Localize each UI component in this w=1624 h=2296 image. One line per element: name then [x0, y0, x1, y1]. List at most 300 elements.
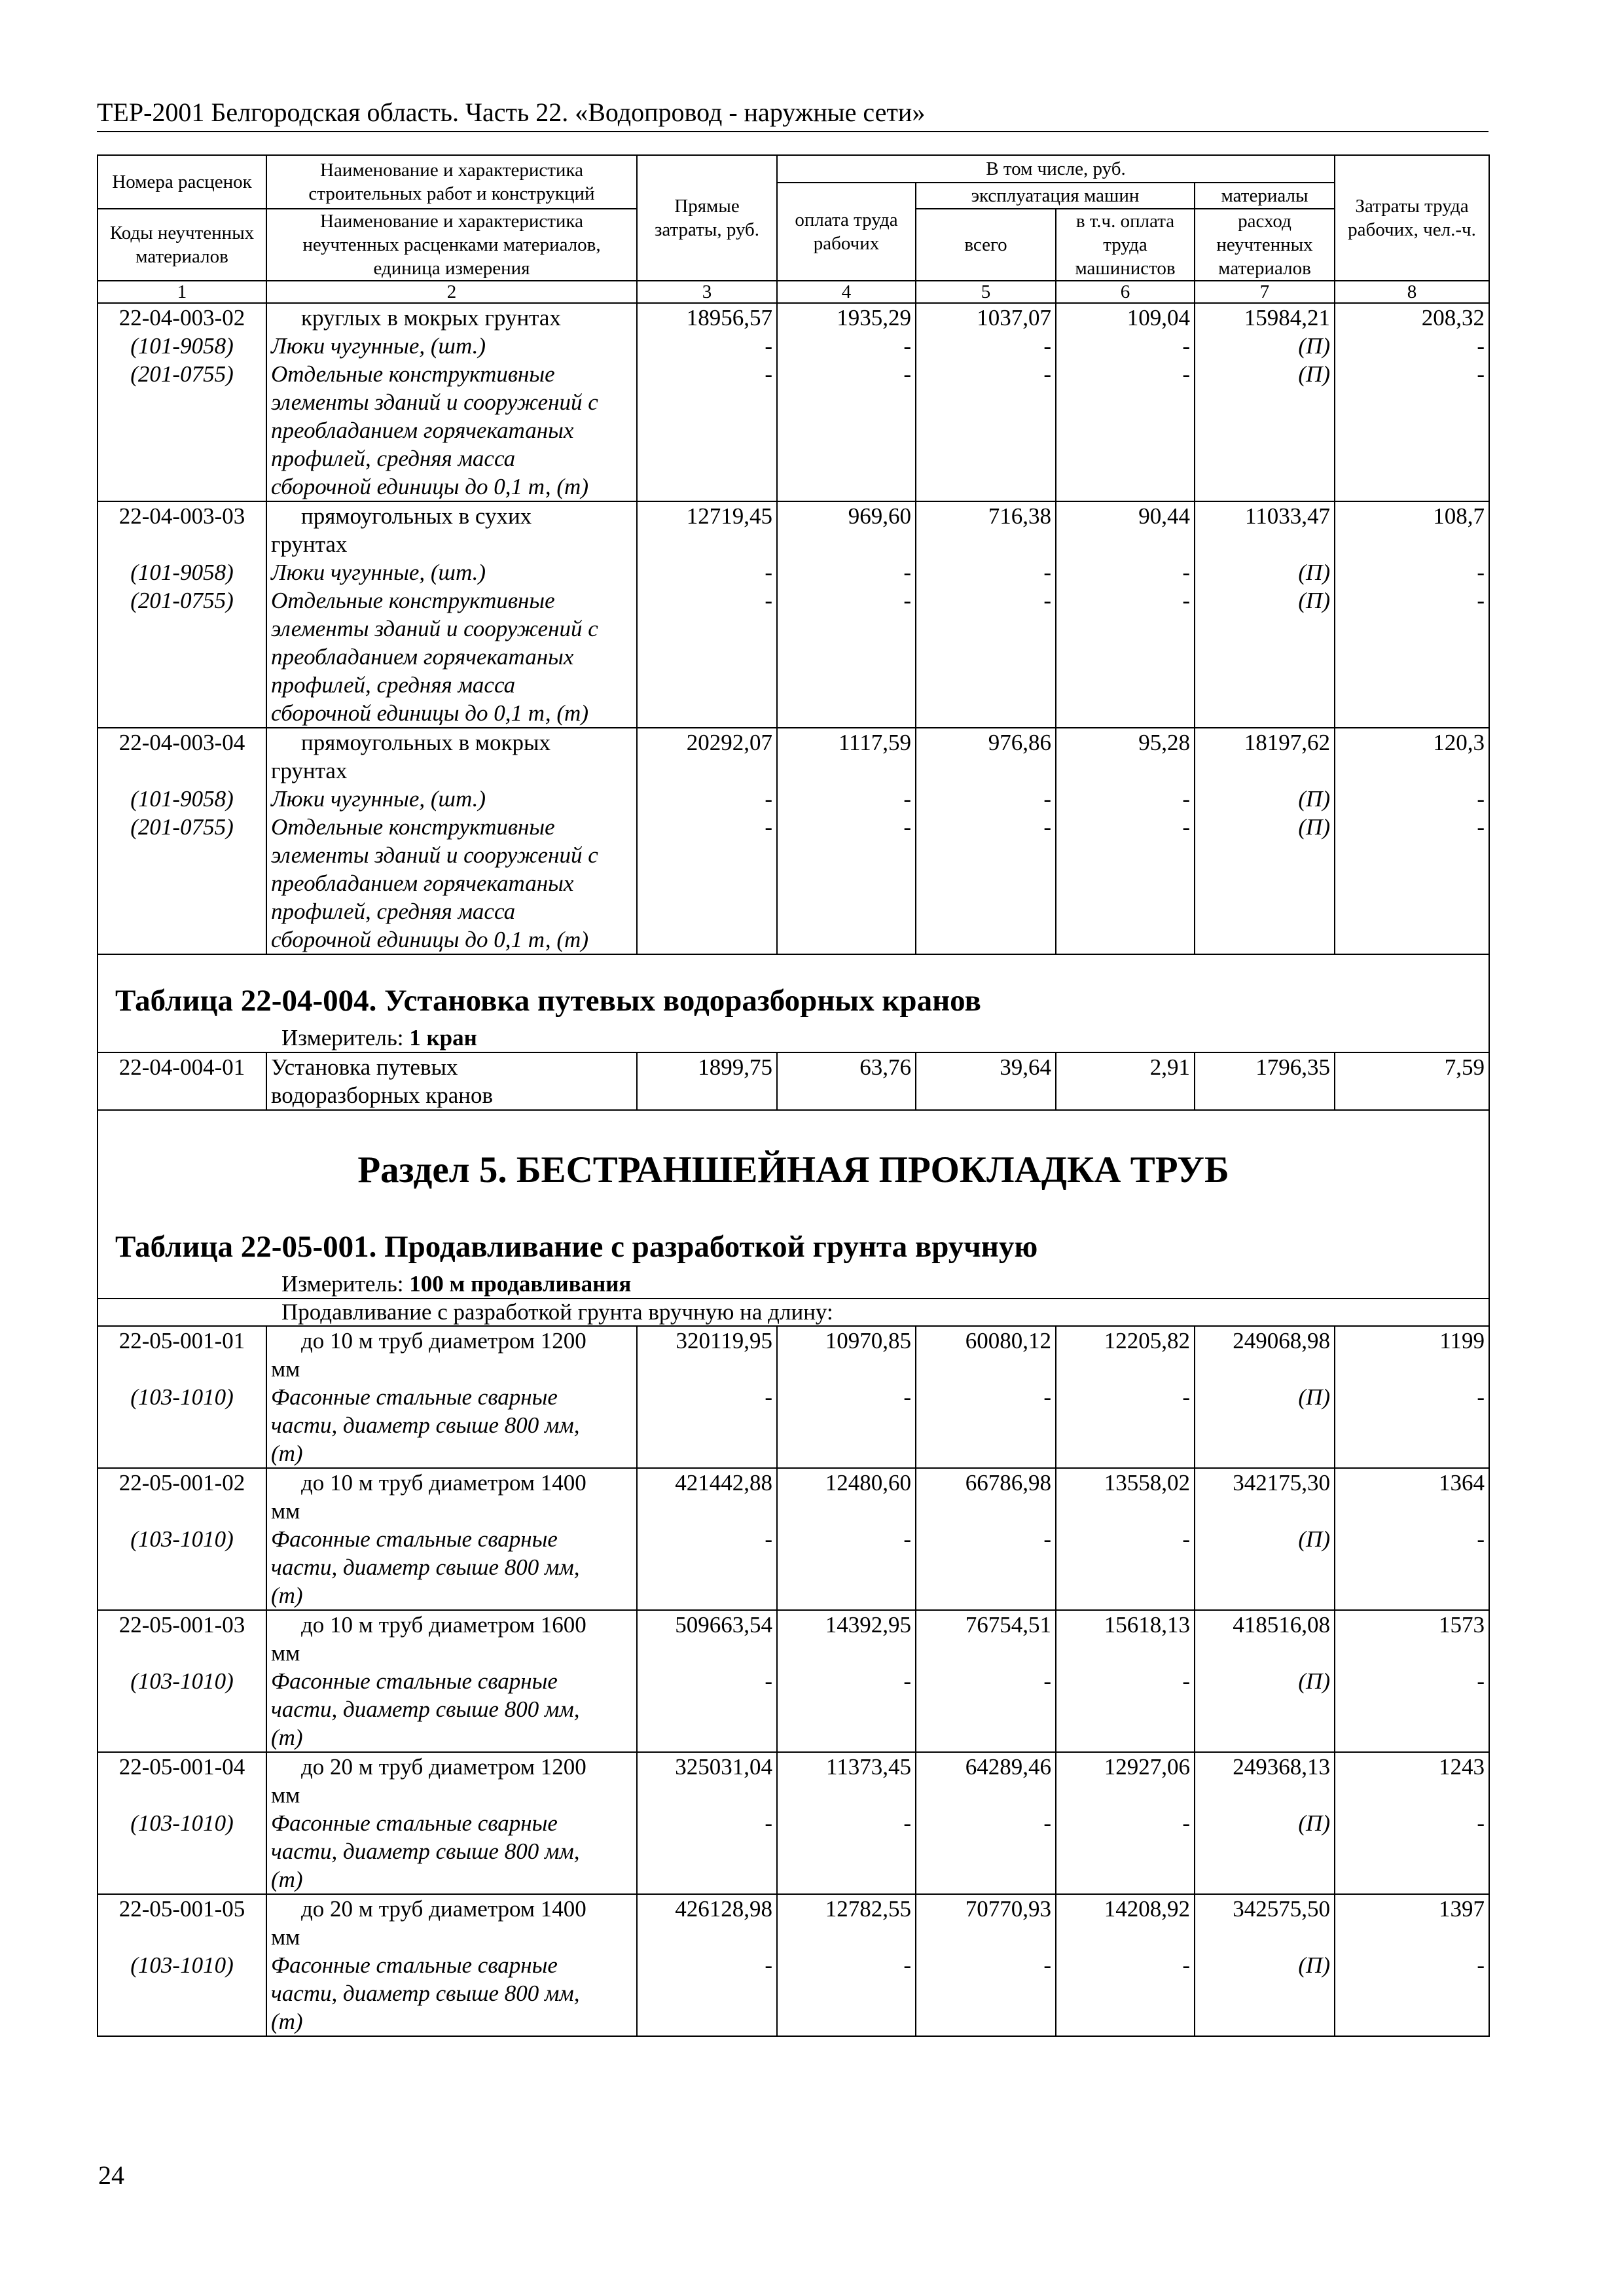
spacer	[1060, 869, 1190, 897]
material-name-line: Отдельные конструктивные	[271, 814, 555, 840]
machinists-pay-cell	[1056, 1752, 1195, 1894]
value: 12927,06	[1104, 1754, 1190, 1780]
spacer	[1339, 1581, 1485, 1609]
material-value: -	[1043, 1952, 1051, 1978]
value: 10970,85	[825, 1328, 911, 1354]
material-value: -	[1182, 1526, 1190, 1552]
labor-cell	[1335, 1326, 1489, 1468]
spacer	[1199, 1865, 1330, 1893]
spacer	[782, 1837, 911, 1865]
spacer	[1060, 615, 1190, 643]
spacer	[1339, 388, 1485, 416]
rate-name-line: до 20 м труб диаметром 1200	[301, 1754, 586, 1780]
spacer	[1060, 925, 1190, 954]
spacer	[782, 1695, 911, 1723]
spacer	[1339, 925, 1485, 954]
labor-cell	[1335, 728, 1489, 954]
spacer	[920, 841, 1051, 869]
rate-name-line: Установка путевых	[271, 1054, 458, 1080]
spacer	[1339, 1781, 1485, 1809]
spacer	[1199, 643, 1330, 671]
machinists-pay-cell	[1056, 728, 1195, 954]
value: 108,7	[1433, 503, 1485, 529]
spacer	[102, 1355, 262, 1383]
material-value: -	[903, 1810, 911, 1836]
value: 60080,12	[965, 1328, 1051, 1354]
rate-name-line: до 20 м труб диаметром 1400	[301, 1896, 586, 1922]
spacer	[920, 869, 1051, 897]
material-name-line: (т)	[271, 1867, 303, 1892]
rate-name-cell	[266, 1752, 637, 1894]
spacer	[1060, 388, 1190, 416]
spacer	[641, 757, 772, 785]
spacer	[641, 1553, 772, 1581]
rate-code: 22-05-001-02	[118, 1470, 245, 1496]
header-labor-costs: Затраты труда рабочих, чел.-ч.	[1335, 155, 1489, 281]
direct-costs-cell	[637, 1894, 777, 2036]
spacer	[1060, 1581, 1190, 1609]
value: 12719,45	[686, 503, 772, 529]
spacer	[102, 643, 262, 671]
material-value: -	[765, 1952, 772, 1978]
section-title: Раздел 5. БЕСТРАНШЕЙНАЯ ПРОКЛАДКА ТРУБ	[357, 1149, 1229, 1191]
spacer	[1060, 699, 1190, 727]
spacer	[920, 1497, 1051, 1525]
spacer	[102, 757, 262, 785]
spacer	[1339, 1723, 1485, 1751]
table-row	[98, 1610, 1489, 1752]
value: 342575,50	[1233, 1896, 1330, 1922]
value: 976,86	[988, 730, 1051, 755]
machines-total-cell	[916, 501, 1056, 728]
spacer	[1339, 416, 1485, 444]
spacer	[102, 416, 262, 444]
spacer	[1339, 2007, 1485, 2036]
material-value: -	[1477, 588, 1485, 613]
spacer	[1339, 643, 1485, 671]
spacer	[641, 1695, 772, 1723]
spacer	[920, 2007, 1051, 2036]
spacer	[1060, 416, 1190, 444]
material-name-line: элементы зданий и сооружений с	[271, 389, 598, 415]
spacer	[1199, 416, 1330, 444]
materials-cell	[1195, 728, 1335, 954]
spacer	[1199, 1723, 1330, 1751]
table-row	[98, 1052, 1489, 1110]
value: 1243	[1439, 1754, 1485, 1780]
material-name-line: сборочной единицы до 0,1 т, (т)	[271, 474, 588, 499]
wages-cell	[777, 1752, 916, 1894]
header-materials-usage: расход неучтенных материалов	[1195, 209, 1335, 281]
spacer	[1199, 1979, 1330, 2007]
value: 15618,13	[1104, 1612, 1190, 1638]
material-code: (201-0755)	[130, 588, 234, 613]
value: 1199	[1439, 1328, 1485, 1354]
spacer	[641, 388, 772, 416]
spacer	[782, 757, 911, 785]
value: 15984,21	[1244, 305, 1330, 331]
spacer	[641, 1979, 772, 2007]
header-machinists-pay: в т.ч. оплата труда машинистов	[1056, 209, 1195, 281]
labor-cell	[1335, 501, 1489, 728]
material-code: (103-1010)	[130, 1384, 234, 1410]
wages-cell	[777, 1894, 916, 2036]
spacer	[782, 1355, 911, 1383]
spacer	[1339, 841, 1485, 869]
material-code: (101-9058)	[130, 333, 234, 359]
material-value: -	[1043, 1526, 1051, 1552]
spacer	[102, 897, 262, 925]
value: 11033,47	[1245, 503, 1330, 529]
value: 70770,93	[965, 1896, 1051, 1922]
material-value: -	[903, 1668, 911, 1694]
material-value: -	[765, 560, 772, 585]
rate-name-line: мм	[271, 1782, 300, 1808]
rate-name-line: грунтах	[271, 531, 348, 557]
spacer	[1339, 1497, 1485, 1525]
material-value: (П)	[1298, 333, 1330, 359]
rate-name-line: до 10 м труб диаметром 1400	[301, 1470, 586, 1496]
table-row	[98, 1326, 1489, 1468]
spacer	[920, 1781, 1051, 1809]
unit-value: 1 кран	[409, 1025, 477, 1050]
spacer	[1060, 1639, 1190, 1667]
material-value: -	[1043, 1668, 1051, 1694]
machines-total-cell	[916, 1752, 1056, 1894]
labor-cell	[1335, 303, 1489, 501]
spacer	[782, 1923, 911, 1951]
spacer	[641, 473, 772, 501]
value: 18197,62	[1244, 730, 1330, 755]
table-22-04-003-body	[98, 303, 1489, 954]
value: 320119,95	[676, 1328, 772, 1354]
section-5	[98, 1110, 1489, 1326]
spacer	[102, 1581, 262, 1609]
labor-cell	[1335, 1894, 1489, 2036]
material-value: -	[903, 786, 911, 812]
material-value: -	[765, 786, 772, 812]
spacer	[102, 1497, 262, 1525]
rate-code-cell	[98, 1894, 266, 2036]
unit-value: 100 м продавливания	[409, 1271, 632, 1297]
column-number: 5	[916, 281, 1056, 303]
spacer	[102, 473, 262, 501]
table-banner	[98, 954, 1489, 1052]
spacer	[1199, 671, 1330, 699]
material-name-line: части, диаметр свыше 800 мм,	[271, 1696, 580, 1722]
machines-total-cell	[916, 728, 1056, 954]
material-code: (101-9058)	[130, 560, 234, 585]
spacer	[782, 2007, 911, 2036]
material-value: -	[1043, 560, 1051, 585]
spacer	[782, 1497, 911, 1525]
spacer	[1199, 615, 1330, 643]
material-name-line: профилей, средняя масса	[271, 672, 516, 698]
table-row	[98, 501, 1489, 728]
material-value: -	[903, 333, 911, 359]
table-title: Таблица 22-05-001. Продавливание с разработкой грунта вручную	[115, 1230, 1038, 1264]
material-value: -	[765, 361, 772, 387]
spacer	[641, 444, 772, 473]
spacer	[920, 1411, 1051, 1439]
spacer	[782, 1781, 911, 1809]
spacer	[102, 1723, 262, 1751]
spacer	[1060, 1695, 1190, 1723]
material-name-line: Фасонные стальные сварные	[271, 1810, 558, 1836]
material-value: (П)	[1298, 560, 1330, 585]
spacer	[1199, 1581, 1330, 1609]
spacer	[1060, 841, 1190, 869]
spacer	[1199, 1439, 1330, 1467]
material-name-line: Отдельные конструктивные	[271, 588, 555, 613]
machines-total-cell	[916, 1326, 1056, 1468]
material-name-line: Люки чугунные, (шт.)	[271, 333, 486, 359]
material-value: -	[765, 1810, 772, 1836]
spacer	[1339, 1695, 1485, 1723]
spacer	[1339, 1837, 1485, 1865]
wages-cell	[777, 1468, 916, 1610]
spacer	[1339, 671, 1485, 699]
material-code: (103-1010)	[130, 1668, 234, 1694]
material-name-line: сборочной единицы до 0,1 т, (т)	[271, 927, 588, 952]
rate-name-cell	[266, 728, 637, 954]
machinists-pay-cell: 2,91	[1056, 1052, 1195, 1110]
material-value: -	[1043, 361, 1051, 387]
value: 109,04	[1127, 305, 1190, 331]
table-subheading: Продавливание с разработкой грунта вручную на длину:	[98, 1299, 1489, 1326]
rate-code-cell	[98, 1326, 266, 1468]
header-machines: эксплуатация машин	[916, 183, 1195, 209]
header-including: В том числе, руб.	[777, 155, 1335, 183]
direct-costs-cell	[637, 1326, 777, 1468]
spacer	[641, 1581, 772, 1609]
value: 1573	[1439, 1612, 1485, 1638]
spacer	[782, 473, 911, 501]
column-number: 7	[1195, 281, 1335, 303]
spacer	[1339, 615, 1485, 643]
rate-code-cell	[98, 1610, 266, 1752]
table-row	[98, 1468, 1489, 1610]
spacer	[1199, 1411, 1330, 1439]
spacer	[1339, 699, 1485, 727]
material-name-line: профилей, средняя масса	[271, 446, 516, 471]
spacer	[1199, 1355, 1330, 1383]
spacer	[920, 1865, 1051, 1893]
spacer	[782, 444, 911, 473]
spacer	[782, 1865, 911, 1893]
material-value: (П)	[1298, 588, 1330, 613]
spacer	[1060, 1411, 1190, 1439]
material-value: -	[765, 814, 772, 840]
spacer	[641, 1781, 772, 1809]
labor-cell: 7,59	[1335, 1052, 1489, 1110]
material-value: -	[765, 333, 772, 359]
material-value: -	[903, 588, 911, 613]
spacer	[102, 2007, 262, 2036]
table-row	[98, 1894, 1489, 2036]
spacer	[1060, 530, 1190, 558]
materials-cell	[1195, 1894, 1335, 2036]
value: 716,38	[988, 503, 1051, 529]
material-value: -	[1477, 1810, 1485, 1836]
section-banner	[98, 1110, 1489, 1299]
spacer	[782, 1553, 911, 1581]
spacer	[641, 925, 772, 954]
value: 342175,30	[1233, 1470, 1330, 1496]
material-code: (103-1010)	[130, 1810, 234, 1836]
materials-cell	[1195, 1468, 1335, 1610]
spacer	[782, 1439, 911, 1467]
material-code: (101-9058)	[130, 786, 234, 812]
material-name-line: преобладанием горячекатаных	[271, 870, 574, 896]
table-header	[98, 155, 1489, 303]
direct-costs-cell	[637, 1610, 777, 1752]
rate-name-cell	[266, 303, 637, 501]
value: 1037,07	[977, 305, 1051, 331]
machines-total-cell	[916, 1894, 1056, 2036]
material-value: (П)	[1298, 361, 1330, 387]
material-value: -	[1477, 786, 1485, 812]
spacer	[920, 473, 1051, 501]
spacer	[920, 1723, 1051, 1751]
table-row	[98, 728, 1489, 954]
spacer	[782, 1723, 911, 1751]
spacer	[1060, 671, 1190, 699]
wages-cell: 63,76	[777, 1052, 916, 1110]
value: 14208,92	[1104, 1896, 1190, 1922]
material-value: -	[1182, 1952, 1190, 1978]
material-value: -	[1182, 814, 1190, 840]
spacer	[920, 1581, 1051, 1609]
spacer	[782, 1979, 911, 2007]
spacer	[920, 757, 1051, 785]
material-name-line: профилей, средняя масса	[271, 899, 516, 924]
value: 249368,13	[1233, 1754, 1330, 1780]
column-number: 3	[637, 281, 777, 303]
spacer	[1060, 473, 1190, 501]
material-value: -	[1043, 814, 1051, 840]
spacer	[1060, 1865, 1190, 1893]
wages-cell	[777, 501, 916, 728]
material-name-line: преобладанием горячекатаных	[271, 644, 574, 670]
column-number: 2	[266, 281, 637, 303]
spacer	[1060, 643, 1190, 671]
spacer	[641, 699, 772, 727]
material-name-line: Фасонные стальные сварные	[271, 1526, 558, 1552]
material-value: -	[1043, 1384, 1051, 1410]
header-machines-total: всего	[916, 209, 1056, 281]
spacer	[1199, 530, 1330, 558]
spacer	[102, 1923, 262, 1951]
materials-cell	[1195, 1752, 1335, 1894]
spacer	[1339, 1355, 1485, 1383]
spacer	[1060, 1979, 1190, 2007]
rate-code: 22-04-004-01	[98, 1052, 266, 1110]
spacer	[1199, 757, 1330, 785]
unit-label: Измеритель:	[281, 1271, 410, 1297]
column-numbers-row	[98, 281, 1489, 303]
material-value: -	[765, 1384, 772, 1410]
page-number: 24	[98, 2161, 124, 2190]
rate-code-cell	[98, 1468, 266, 1610]
spacer	[1060, 897, 1190, 925]
value: 421442,88	[675, 1470, 772, 1496]
spacer	[1339, 1979, 1485, 2007]
material-name-line: части, диаметр свыше 800 мм,	[271, 1412, 580, 1438]
material-value: -	[1043, 333, 1051, 359]
material-name-line: (т)	[271, 1441, 303, 1466]
spacer	[782, 530, 911, 558]
materials-cell	[1195, 303, 1335, 501]
header-rule	[97, 131, 1489, 132]
spacer	[102, 1439, 262, 1467]
spacer	[920, 1837, 1051, 1865]
spacer	[1060, 444, 1190, 473]
rate-name-cell	[266, 1610, 637, 1752]
material-value: -	[1182, 588, 1190, 613]
header-direct-costs: Прямые затраты, руб.	[637, 155, 777, 281]
direct-costs-cell	[637, 501, 777, 728]
spacer	[1199, 473, 1330, 501]
spacer	[920, 444, 1051, 473]
value: 418516,08	[1233, 1612, 1330, 1638]
spacer	[102, 1553, 262, 1581]
material-name-line: (т)	[271, 1583, 303, 1608]
value: 208,32	[1421, 305, 1485, 331]
spacer	[102, 671, 262, 699]
spacer	[102, 530, 262, 558]
material-name-line: Люки чугунные, (шт.)	[271, 560, 486, 585]
spacer	[782, 643, 911, 671]
material-value: -	[903, 814, 911, 840]
material-name-line: (т)	[271, 2009, 303, 2034]
spacer	[1060, 1837, 1190, 1865]
spacer	[1339, 757, 1485, 785]
table-unit	[98, 1265, 1489, 1298]
spacer	[1199, 925, 1330, 954]
spacer	[920, 671, 1051, 699]
spacer	[102, 869, 262, 897]
spacer	[1339, 473, 1485, 501]
material-code: (201-0755)	[130, 361, 234, 387]
spacer	[102, 1639, 262, 1667]
spacer	[1199, 1553, 1330, 1581]
spacer	[1060, 1923, 1190, 1951]
spacer	[1339, 1865, 1485, 1893]
unit-label: Измеритель:	[281, 1025, 410, 1050]
spacer	[102, 841, 262, 869]
spacer	[102, 699, 262, 727]
spacer	[1199, 841, 1330, 869]
spacer	[1199, 699, 1330, 727]
value: 76754,51	[965, 1612, 1051, 1638]
spacer	[641, 841, 772, 869]
rate-name-line: прямоугольных в сухих	[301, 503, 532, 529]
rate-code-cell	[98, 728, 266, 954]
column-number: 1	[98, 281, 266, 303]
material-value: -	[765, 1526, 772, 1552]
wages-cell	[777, 303, 916, 501]
material-name-line: Отдельные конструктивные	[271, 361, 555, 387]
spacer	[1060, 1355, 1190, 1383]
spacer	[102, 1695, 262, 1723]
rate-code: 22-04-003-03	[118, 503, 245, 529]
value: 18956,57	[686, 305, 772, 331]
spacer	[641, 643, 772, 671]
spacer	[920, 615, 1051, 643]
material-name-line: элементы зданий и сооружений с	[271, 842, 598, 868]
rate-code-cell	[98, 303, 266, 501]
